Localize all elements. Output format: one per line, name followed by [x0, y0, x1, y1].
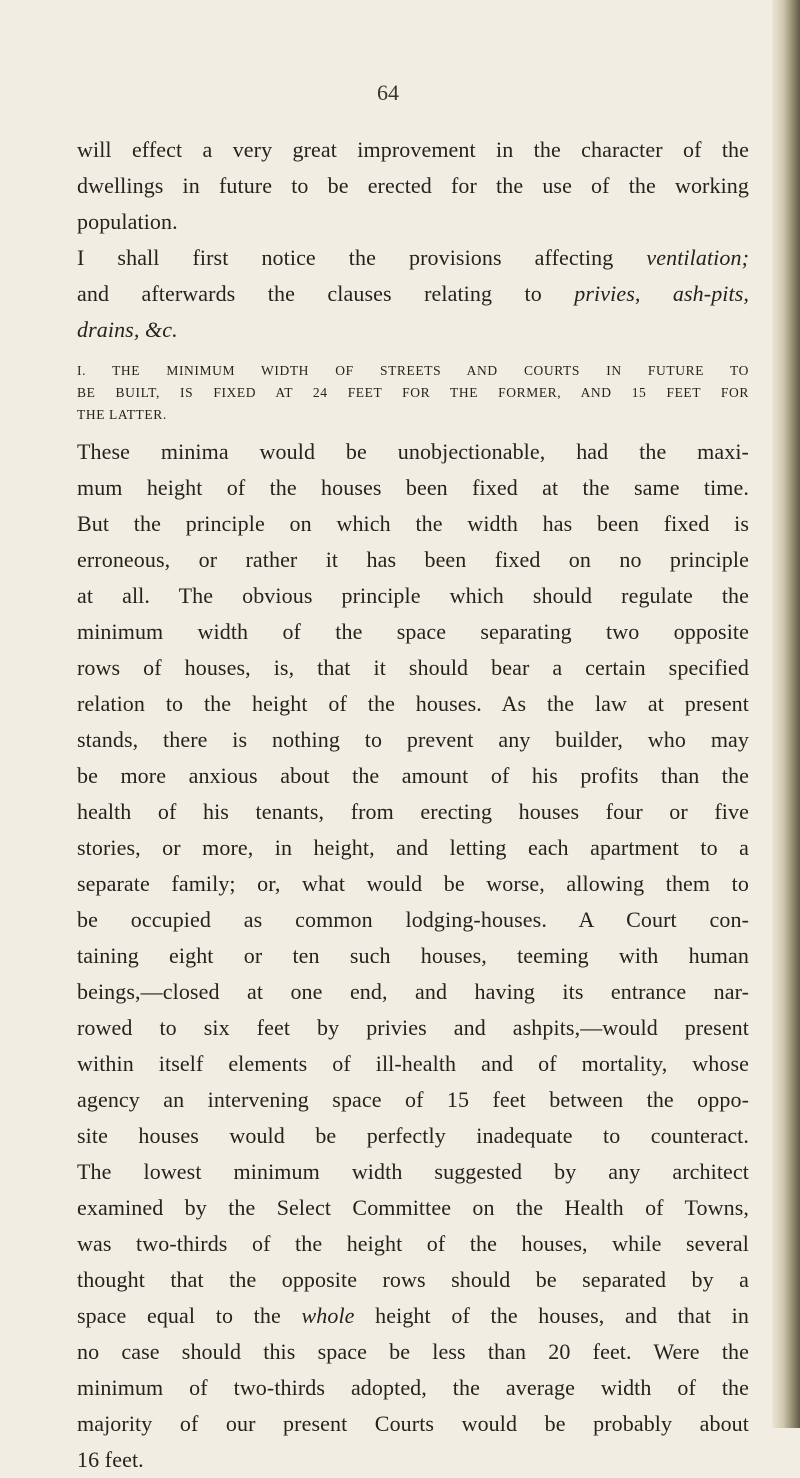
text-line: minimum width of the space separating two opposite: [77, 619, 749, 644]
text-line: 16 feet.: [77, 1447, 144, 1472]
text-line: site houses would be perfectly inadequate to counteract.: [77, 1123, 749, 1148]
page-number: 64: [377, 80, 399, 105]
text-line: rows of houses, is, that it should bear a certain specified: [77, 655, 749, 680]
section-heading: [77, 360, 749, 426]
heading-line: I. THE MINIMUM WIDTH OF STREETS AND COURTS IN FUTURE TO: [77, 363, 749, 378]
italic-term-ventilation: ventilation;: [646, 245, 749, 270]
text-line: stands, there is nothing to prevent any builder, who may: [77, 727, 749, 752]
text-line: will effect a very great improvement in the character of the: [77, 137, 749, 162]
italic-term-privies: privies, ash-pits,: [574, 281, 749, 306]
text-line: dwellings in future to be erected for the use of the working: [77, 173, 749, 198]
text-line: erroneous, or rather it has been fixed on no principle: [77, 547, 749, 572]
text-line: relation to the height of the houses. As the law at present: [77, 691, 749, 716]
text-line: be occupied as common lodging-houses. A Court con-: [77, 907, 749, 932]
text-line: beings,—closed at one end, and having its entrance nar-: [77, 979, 749, 1004]
text-line: [77, 276, 749, 312]
text-run: and afterwards the clauses relating to: [77, 281, 542, 306]
italic-term-whole: whole: [301, 1303, 355, 1328]
italic-term-drains: drains, &c.: [77, 317, 178, 342]
text-line: rowed to six feet by privies and ashpits,—would present: [77, 1015, 749, 1040]
text-line: majority of our present Courts would be probably about: [77, 1411, 749, 1436]
text-line: be more anxious about the amount of his profits than the: [77, 763, 749, 788]
text-line: population.: [77, 209, 178, 234]
page-text: [77, 132, 749, 1478]
text-line: [77, 240, 749, 276]
text-line: was two-thirds of the height of the houses, while several: [77, 1231, 749, 1256]
text-line: minimum of two-thirds adopted, the average width of the: [77, 1375, 749, 1400]
text-line: thought that the opposite rows should be separated by a: [77, 1267, 749, 1292]
text-line: no case should this space be less than 20 feet. Were the: [77, 1339, 749, 1364]
text-run: height of the houses, and that in: [375, 1303, 749, 1328]
heading-line: THE LATTER.: [77, 407, 167, 422]
text-line: These minima would be unobjectionable, had the maxi-: [77, 439, 749, 464]
text-line: The lowest minimum width suggested by any architect: [77, 1159, 749, 1184]
text-run: I shall first notice the provisions affecting: [77, 245, 614, 270]
text-run: space equal to the: [77, 1303, 281, 1328]
text-line: at all. The obvious principle which should regulate the: [77, 583, 749, 608]
book-spine-edge: [772, 0, 800, 1428]
text-line: stories, or more, in height, and letting each apartment to a: [77, 835, 749, 860]
text-line: health of his tenants, from erecting houses four or five: [77, 799, 749, 824]
text-line: [77, 312, 749, 348]
text-line: agency an intervening space of 15 feet between the oppo-: [77, 1087, 749, 1112]
text-line: within itself elements of ill-health and of mortality, whose: [77, 1051, 749, 1076]
text-line: examined by the Select Committee on the Health of Towns,: [77, 1195, 749, 1220]
text-line: But the principle on which the width has been fixed is: [77, 511, 749, 536]
heading-line: BE BUILT, IS FIXED AT 24 FEET FOR THE FORMER, AND 15 FEET FOR: [77, 385, 749, 400]
text-line: taining eight or ten such houses, teeming with human: [77, 943, 749, 968]
text-line: [77, 1298, 749, 1334]
text-line: mum height of the houses been fixed at the same time.: [77, 475, 749, 500]
text-line: separate family; or, what would be worse, allowing them to: [77, 871, 749, 896]
